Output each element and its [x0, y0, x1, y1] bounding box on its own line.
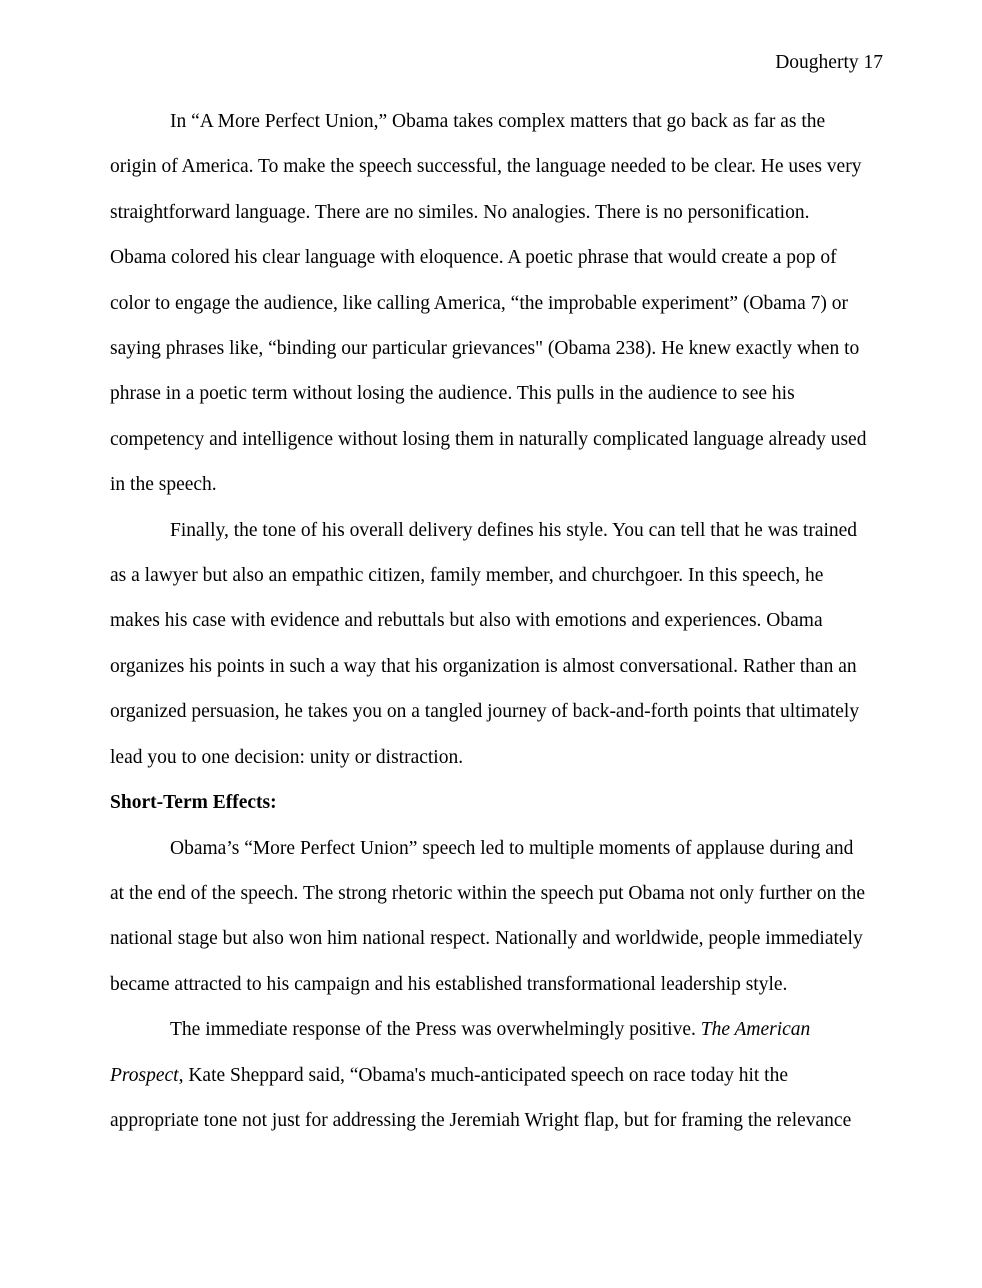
- text-line: organizes his points in such a way that his organization is almost conversational. Rather than an: [110, 655, 857, 677]
- text-line: color to engage the audience, like calling America, “the improbable experiment” (Obama 7) or: [110, 292, 848, 314]
- text-line: Finally, the tone of his overall delivery defines his style. You can tell that he was trained: [170, 519, 858, 541]
- text-line: organized persuasion, he takes you on a tangled journey of back-and-forth points that ultimately: [110, 701, 860, 723]
- text-line: In “A More Perfect Union,” Obama takes complex matters that go back as far as the: [170, 111, 826, 132]
- text-line: straightforward language. There are no similes. No analogies. There is no personification.: [110, 201, 810, 223]
- text-line: competency and intelligence without losing them in naturally complicated language already used: [110, 428, 867, 450]
- paragraph-2: [110, 508, 885, 780]
- text-line: [110, 1007, 885, 1052]
- text-line: became attracted to his campaign and his established transformational leadership style.: [110, 973, 788, 995]
- text-run: , Kate Sheppard said, “Obama's much-anticipated speech on race today hit the: [178, 1064, 789, 1086]
- text-line: origin of America. To make the speech successful, the language needed to be clear. He uses very: [110, 156, 862, 178]
- paragraph-4: [110, 1007, 885, 1143]
- text-line: Obama’s “More Perfect Union” speech led to multiple moments of applause during and: [170, 837, 854, 859]
- text-line: appropriate tone not just for addressing the Jeremiah Wright flap, but for framing the relevance: [110, 1109, 852, 1131]
- document-body: [110, 99, 885, 1143]
- text-line: in the speech.: [110, 474, 217, 496]
- italic-title: Prospect: [110, 1064, 179, 1086]
- section-heading: Short-Term Effects:: [110, 792, 277, 814]
- text-line: national stage but also won him national respect. Nationally and worldwide, people immediately: [110, 928, 863, 950]
- text-line: phrase in a poetic term without losing the audience. This pulls in the audience to see his: [110, 383, 795, 405]
- running-head: Dougherty 17: [775, 52, 883, 73]
- text-line: at the end of the speech. The strong rhetoric within the speech put Obama not only further on the: [110, 882, 866, 904]
- text-line: makes his case with evidence and rebuttals but also with emotions and experiences. Obama: [110, 610, 823, 632]
- paragraph-3: [110, 826, 885, 1008]
- italic-title: The American: [700, 1019, 811, 1041]
- text-line: saying phrases like, “binding our particular grievances" (Obama 238). He knew exactly when to: [110, 338, 860, 360]
- text-line: [110, 1053, 885, 1098]
- text-run: The immediate response of the Press was overwhelmingly positive.: [170, 1019, 701, 1041]
- text-line: lead you to one decision: unity or distraction.: [110, 746, 464, 768]
- paragraph-1: [110, 99, 885, 508]
- text-line: Obama colored his clear language with eloquence. A poetic phrase that would create a pop of: [110, 247, 837, 269]
- text-line: as a lawyer but also an empathic citizen, family member, and churchgoer. In this speech, he: [110, 565, 824, 587]
